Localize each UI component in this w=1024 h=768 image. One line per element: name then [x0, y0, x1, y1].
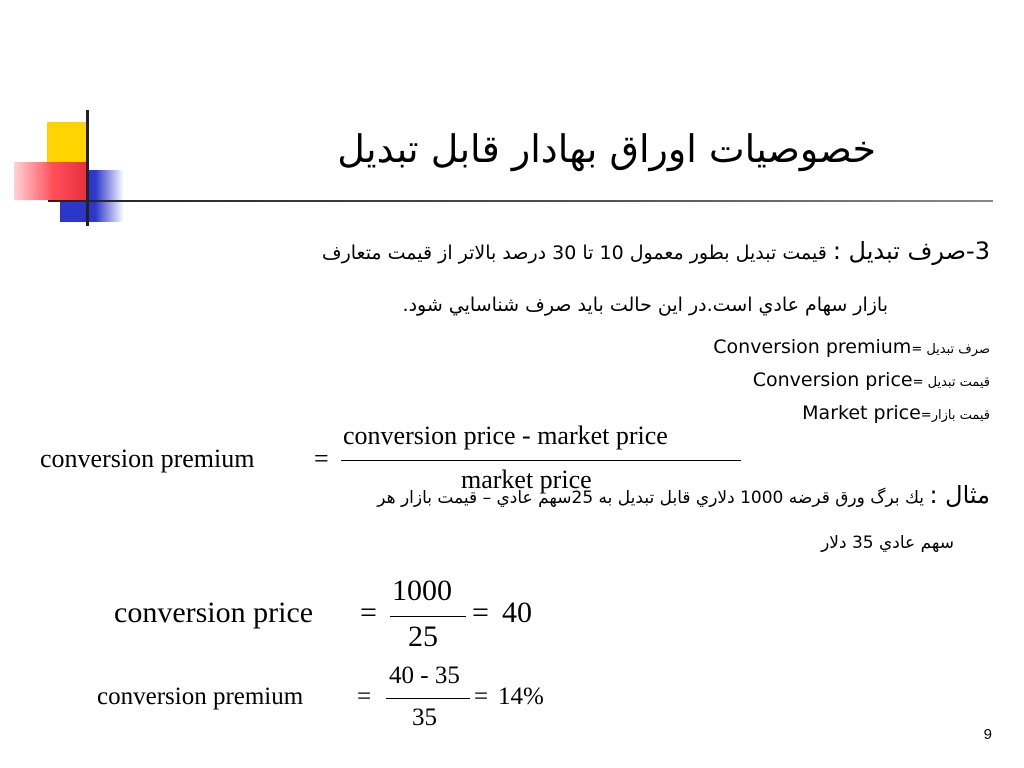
definition-conversion-premium [290, 334, 990, 363]
definition-fa: صرف تبدیل = [911, 342, 990, 357]
formula2-result: 40 [502, 596, 532, 629]
formula3-equals-2: = [474, 683, 489, 710]
example-paragraph [110, 480, 990, 513]
decor-red-square [14, 162, 86, 200]
formula3-equals: = [357, 683, 372, 710]
example-line2: سهم عادي 35 دلار [821, 533, 954, 553]
definition-en: Market price [802, 402, 921, 424]
definition-en: Conversion price [752, 369, 913, 391]
decor-yellow-square [47, 122, 87, 166]
item3-line1: قیمت تبدیل بطور معمول 10 تا 30 درصد بالاتر از قیمت متعارف [321, 242, 833, 264]
definition-conversion-price [290, 367, 990, 396]
slide-title: خصوصیات اوراق بهادار قابل تبدیل [337, 127, 876, 171]
formula3-fraction-bar [386, 698, 470, 699]
formula2-denominator: 25 [408, 620, 438, 653]
definition-fa: قیمت بازار= [920, 408, 990, 423]
formula3-lhs: conversion premium [97, 683, 304, 710]
item3-paragraph [90, 236, 990, 268]
formula3-numerator: 40 - 35 [389, 662, 460, 689]
formula1-lhs: conversion premium [40, 444, 255, 473]
formula2-equals: = [360, 596, 377, 629]
formula2-fraction-bar [390, 616, 466, 617]
item3-line2: بازار سهام عادي است.در این حالت باید صرف شناسایي شود. [402, 294, 888, 316]
definition-fa: قیمت تبدیل = [912, 375, 990, 390]
formula1-numerator: conversion price - market price [343, 421, 668, 450]
example-line1: يك برگ ورق قرضه 1000 دلاري قابل تبدیل به 25سهم عادي – قیمت بازار هر [377, 488, 930, 508]
formula2-equals-2: = [472, 596, 489, 629]
formula2-lhs: conversion price [114, 596, 314, 629]
definition-en: Conversion premium [713, 336, 912, 358]
formula1-fraction-bar [341, 460, 741, 461]
formula3-result: 14% [498, 683, 544, 710]
definition-market-price [290, 400, 990, 429]
formula1-denominator: market price [461, 465, 592, 494]
title-underline [48, 200, 993, 202]
item3-lead: 3-صرف تبدیل : [832, 237, 990, 265]
formula3-denominator: 35 [412, 704, 437, 731]
formula2-numerator: 1000 [392, 574, 452, 607]
page-number: 9 [983, 726, 992, 743]
decor-vertical-line [86, 110, 89, 226]
formula1-equals: = [314, 444, 329, 473]
example-lead: مثال : [929, 481, 990, 509]
